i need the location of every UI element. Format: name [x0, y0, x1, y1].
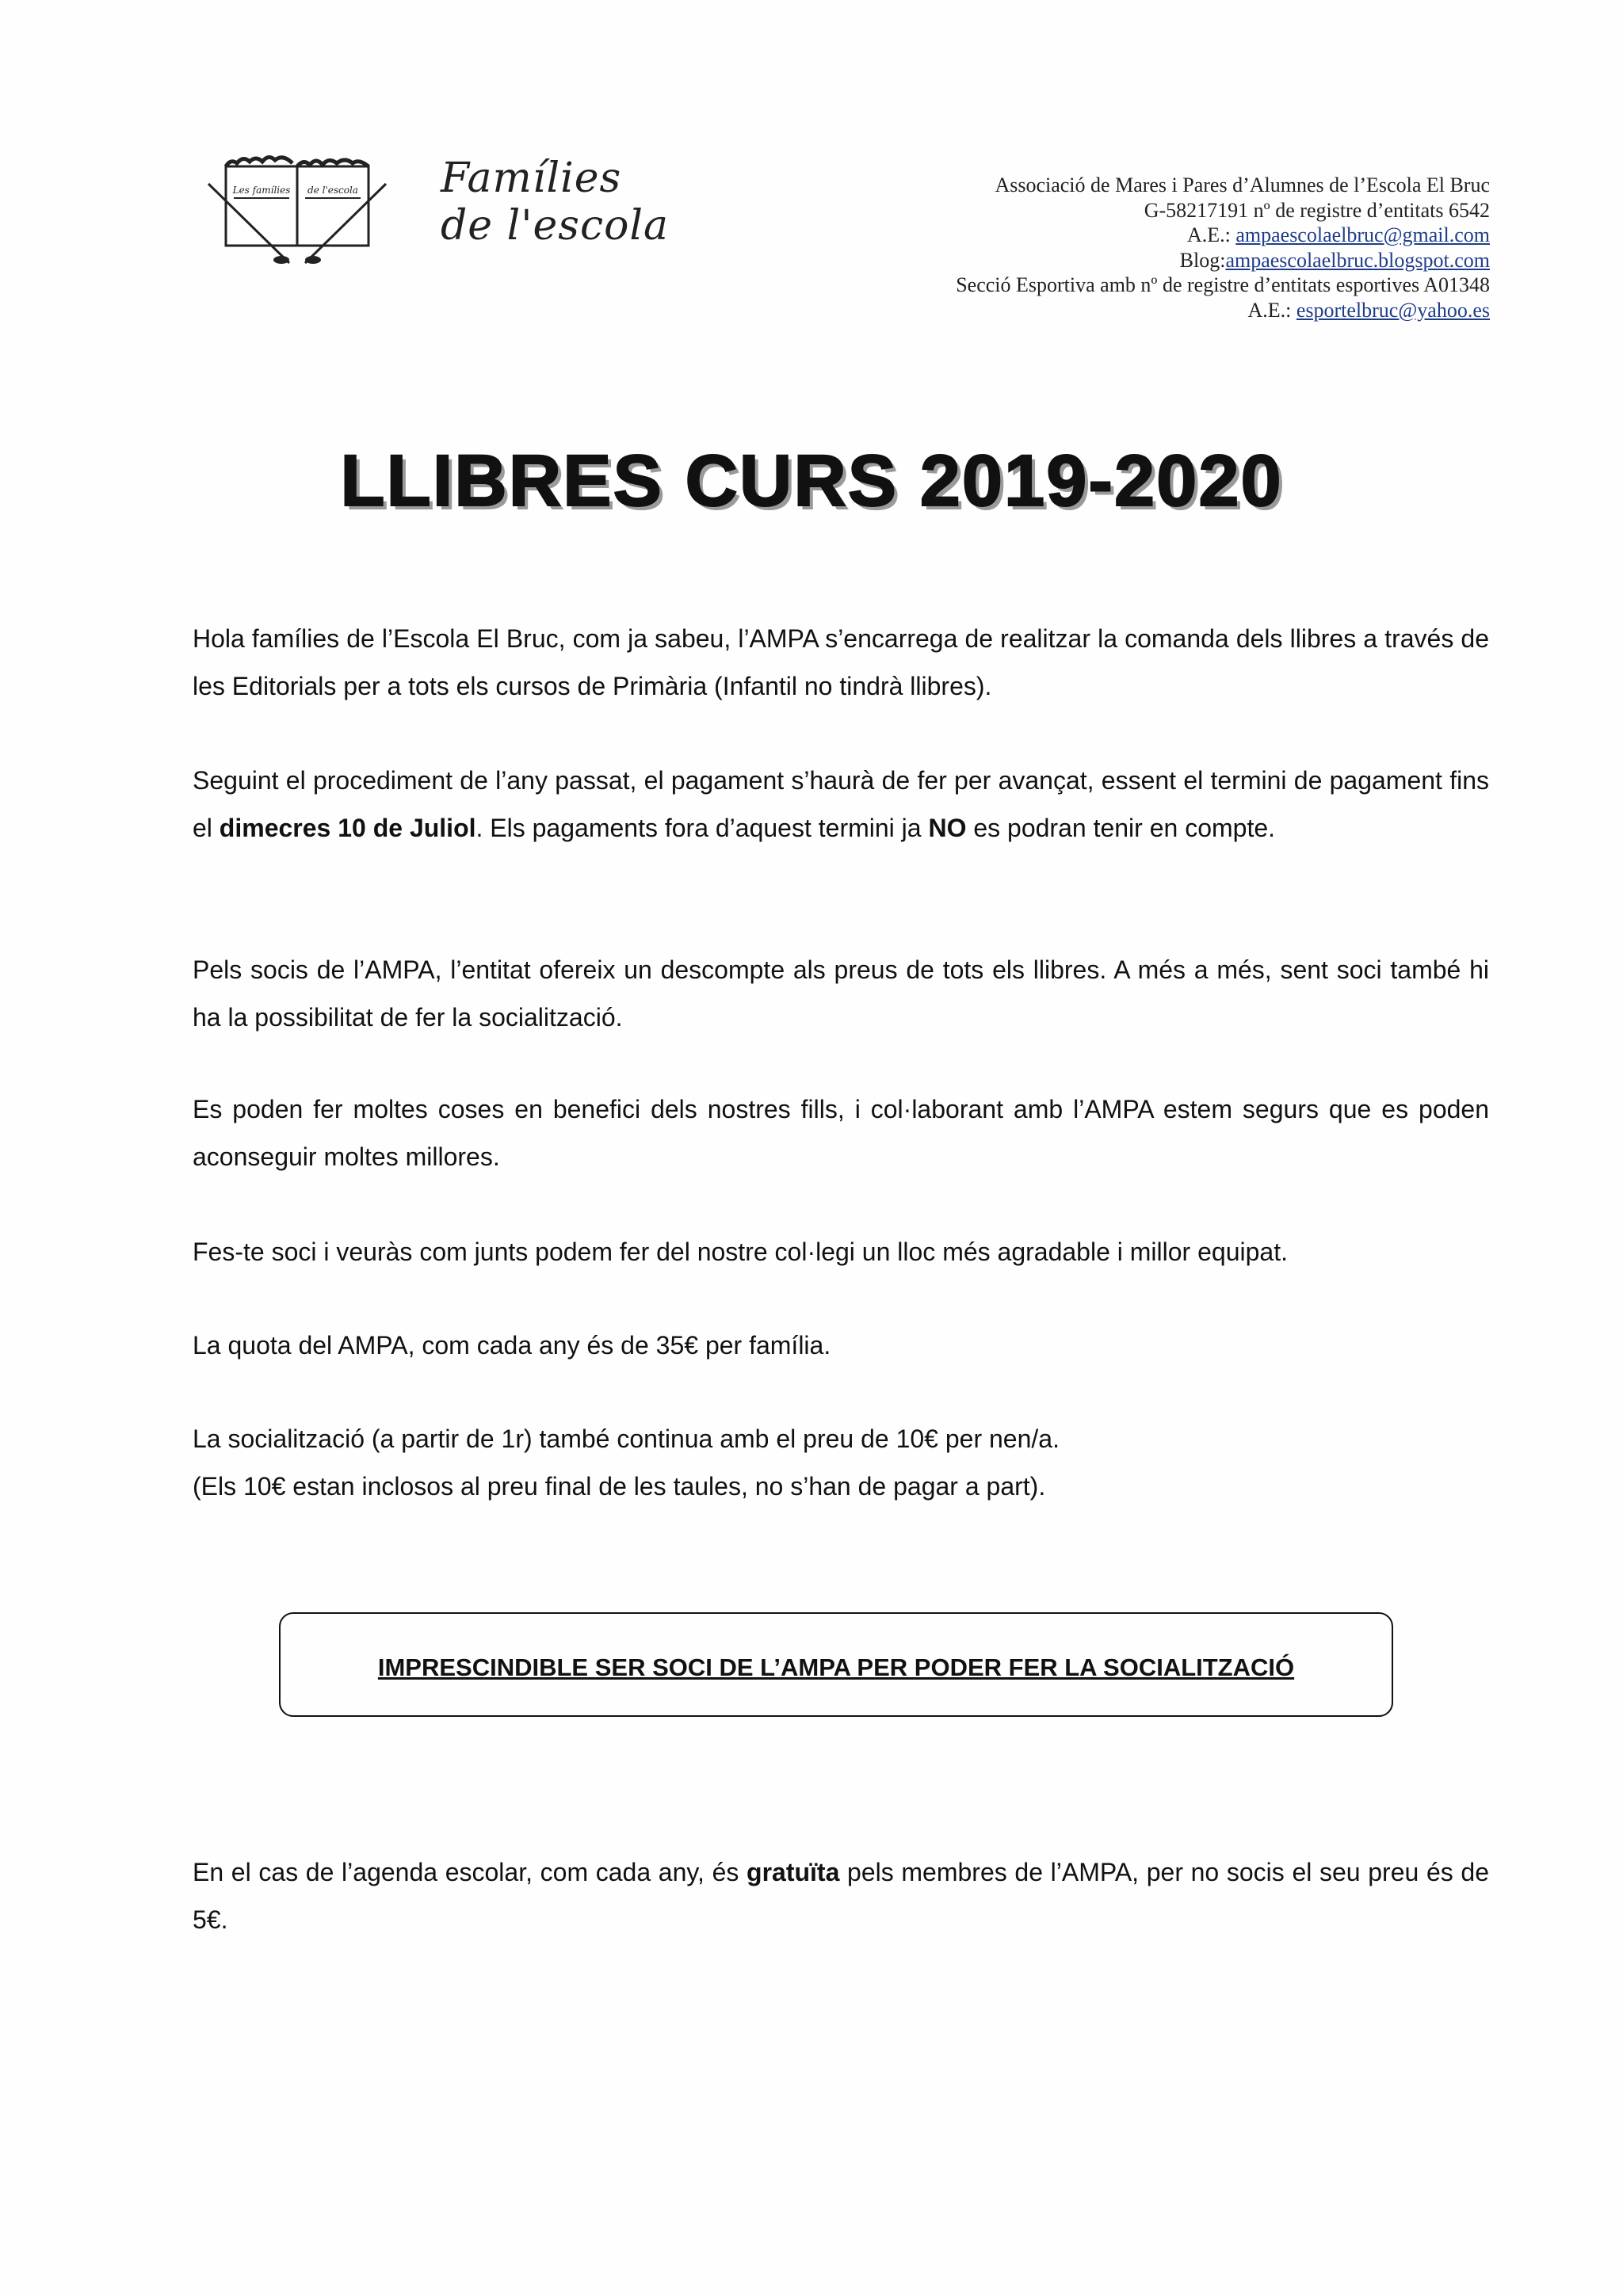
logo-script-text [441, 154, 669, 250]
logo-books-icon [202, 152, 392, 271]
payment-text-b: . Els pagaments fora d’aquest termini ja [475, 814, 929, 842]
notice-text: IMPRESCINDIBLE SER SOCI DE L’AMPA PER PODER FER LA SOCIALITZACIÓ [377, 1653, 1295, 1681]
notice-box [279, 1612, 1393, 1717]
paragraph-agenda [193, 1848, 1489, 1943]
blog-link[interactable]: ampaescolaelbruc.blogspot.com [1225, 248, 1490, 272]
socialization-line2: (Els 10€ estan inclosos al preu final de les taules, no s’han de pagar a part). [193, 1472, 1046, 1501]
ampa-email-link[interactable]: ampaescolaelbruc@gmail.com [1235, 223, 1490, 246]
payment-text-a: Seguint el procediment de l’any passat, el pagament s’haurà de fer per avançat, essent el termini de pagament fins el [193, 766, 1489, 842]
blog-prefix: Blog: [1179, 248, 1226, 272]
sports-email-link[interactable]: esportelbruc@yahoo.es [1296, 298, 1490, 322]
socialization-line1: La socialització (a partir de 1r) també continua amb el preu de 10€ per nen/a. [193, 1425, 1060, 1453]
payment-no: NO [928, 814, 967, 842]
ampa-logo [202, 152, 392, 271]
org-line-blog [777, 248, 1490, 273]
paragraph-payment-text [193, 757, 1489, 852]
paragraph-benefits-text: Es poden fer moltes coses en benefici dels nostres fills, i col·laborant amb l’AMPA estem segurs que es poden aconseguir moltes millores. [193, 1095, 1489, 1171]
logo-script-line2: de l'escola [441, 202, 670, 250]
agenda-free: gratuïta [747, 1858, 840, 1886]
paragraph-benefits [193, 1085, 1489, 1180]
org-line-email [777, 223, 1490, 248]
org-line-sports: Secció Esportiva amb nº de registre d’entitats esportives A01348 [956, 273, 1490, 296]
paragraph-join [193, 1228, 1489, 1276]
logo-label-right: de l'escola [307, 185, 358, 196]
org-line-registry: G-58217191 nº de registre d’entitats 6542 [1144, 198, 1490, 222]
organization-info [777, 173, 1490, 322]
agenda-text-a: En el cas de l’agenda escolar, com cada any, és [193, 1858, 747, 1886]
paragraph-socialization [193, 1415, 1489, 1510]
payment-deadline: dimecres 10 de Juliol [219, 814, 476, 842]
agenda-text-b: pels membres de l’AMPA, per no socis el seu preu és de 5€. [193, 1858, 1490, 1934]
paragraph-intro [193, 615, 1489, 710]
paragraph-join-text: Fes-te soci i veuràs com junts podem fer del nostre col·legi un lloc més agradable i millor equipat. [193, 1238, 1288, 1266]
paragraph-fee-text: La quota del AMPA, com cada any és de 35€ per família. [193, 1331, 831, 1360]
email-prefix: A.E.: [1186, 223, 1236, 246]
logo-script-line1: Famílies [441, 154, 622, 202]
paragraph-discount [193, 946, 1489, 1041]
paragraph-fee [193, 1322, 1489, 1369]
email2-prefix: A.E.: [1247, 298, 1296, 322]
paragraph-discount-text: Pels socis de l’AMPA, l’entitat ofereix un descompte als preus de tots els llibres. A més a més, sent soci també hi ha la possibilitat de fer la socialització. [193, 955, 1489, 1032]
paragraph-agenda-text [193, 1848, 1489, 1943]
page-title: LLIBRES CURS 2019-2020 [340, 441, 1283, 521]
paragraph-payment [193, 757, 1489, 852]
payment-text-c: es podran tenir en compte. [966, 814, 1276, 842]
logo-label-left: Les famílies [232, 185, 291, 196]
paragraph-intro-text: Hola famílies de l’Escola El Bruc, com ja sabeu, l’AMPA s’encarrega de realitzar la comanda dels llibres a través de les Editorials per a tots els cursos de Primària (Infantil no tindrà llibres). [193, 624, 1489, 700]
org-line-sports-email [777, 298, 1490, 323]
org-line-name: Associació de Mares i Pares d’Alumnes de l’Escola El Bruc [995, 174, 1490, 196]
